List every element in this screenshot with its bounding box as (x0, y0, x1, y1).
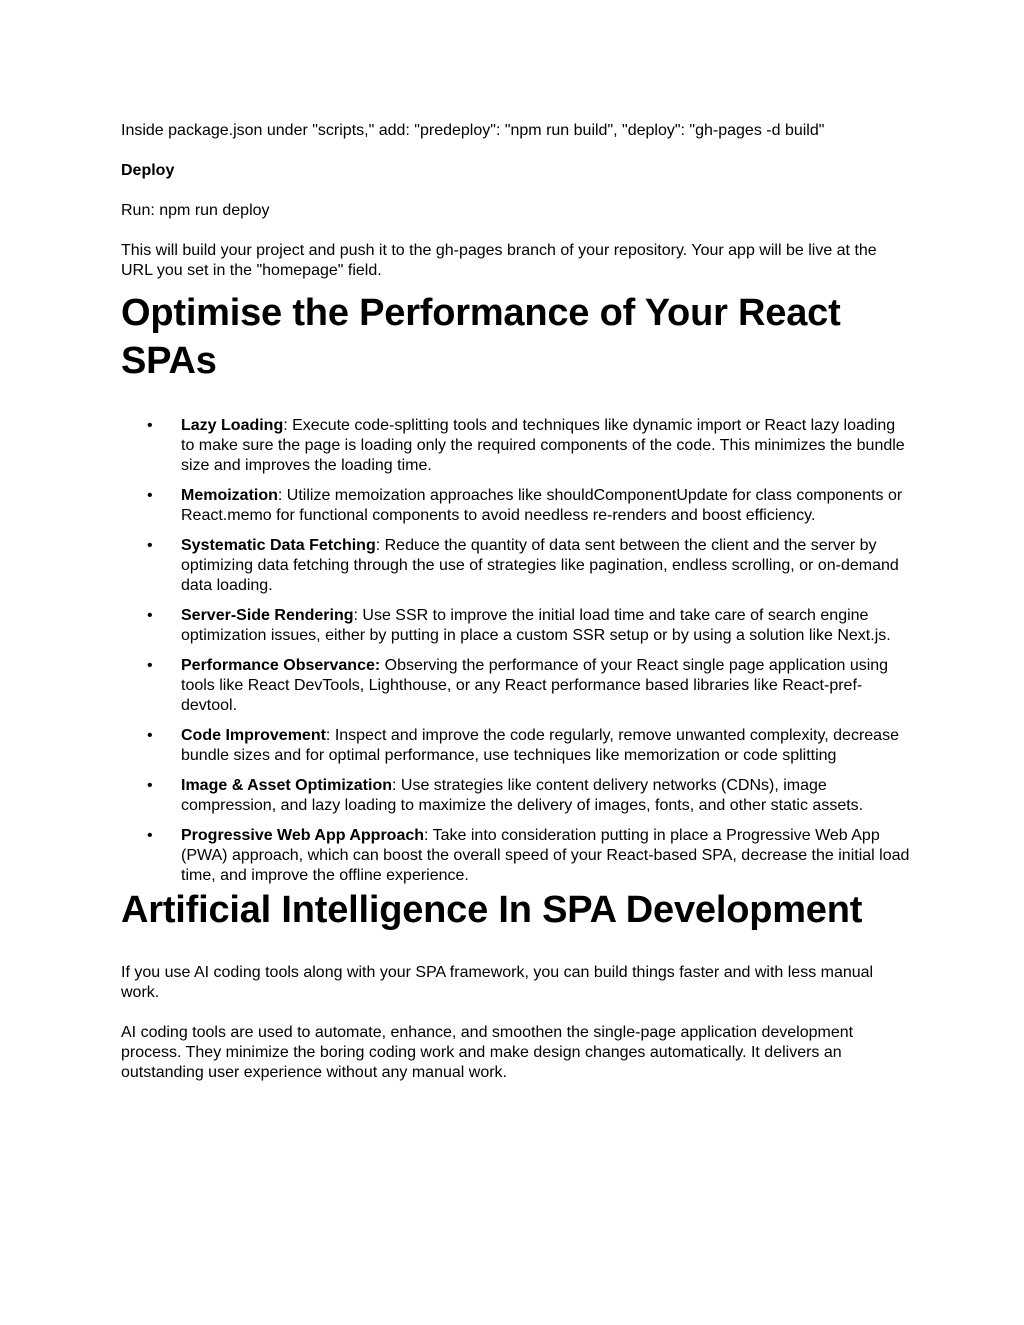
ai-paragraph-1: If you use AI coding tools along with your SPA framework, you can build things faster and with less manual work. (121, 964, 874, 1001)
item-text: Take into consideration putting in place a Progressive Web App (PWA) approach, which can boost the overall speed of your React-based SPA, decrease the initial load time, and improve the offline experience. (181, 827, 910, 884)
item-text: Use SSR to improve the initial load time and take care of search engine optimization issues, either by putting in place a custom SSR setup or by using a solution like Next.js. (181, 607, 891, 644)
package-json-instruction: Inside package.json under "scripts," add: "predeploy": "npm run build", "deploy": "gh-pages -d build" (121, 122, 825, 139)
item-text: Inspect and improve the code regularly, remove unwanted complexity, decrease bundle sizes and for optimal performance, use techniques like memorization or code splitting (181, 727, 899, 764)
item-separator: : (325, 727, 335, 744)
item-term: Image & Asset Optimization (181, 777, 392, 794)
item-separator: : (283, 417, 293, 434)
item-term: Performance Observance: (181, 657, 381, 674)
item-separator: : (353, 607, 363, 624)
performance-list (121, 416, 911, 886)
item-separator: : (424, 827, 433, 844)
item-text: Reduce the quantity of data sent between the client and the server by optimizing data fetching through the use of strategies like pagination, endless scrolling, or on-demand data loading. (181, 537, 899, 594)
list-item (121, 416, 911, 476)
item-text: Observing the performance of your React single page application using tools like React DevTools, Lighthouse, or any React performance based libraries like React-pref-devtool. (181, 657, 889, 714)
list-item (121, 776, 911, 816)
ai-paragraph-2: AI coding tools are used to automate, enhance, and smoothen the single-page application development process. They minimize the boring coding work and make design changes automatically. It delivers an outstanding user experience without any manual work. (121, 1024, 854, 1081)
item-term: Lazy Loading (181, 417, 284, 434)
item-term: Systematic Data Fetching (181, 537, 376, 554)
run-command: Run: npm run deploy (121, 202, 270, 219)
item-term: Code Improvement (181, 727, 326, 744)
list-item (121, 656, 911, 716)
section-heading-performance: Optimise the Performance of Your React SPAs (121, 292, 841, 382)
item-separator: : (375, 537, 385, 554)
item-separator: : (392, 777, 401, 794)
list-item (121, 486, 911, 526)
item-text: Execute code-splitting tools and techniques like dynamic import or React lazy loading to make sure the page is loading only the required components of the code. This minimizes the bundle size and improves the loading time. (181, 417, 905, 474)
list-item (121, 536, 911, 596)
item-text: Utilize memoization approaches like shouldComponentUpdate for class components or React.memo for functional components to avoid needless re-renders and boost efficiency. (181, 487, 903, 524)
item-text: Use strategies like content delivery networks (CDNs), image compression, and lazy loading to maximize the delivery of images, fonts, and other static assets. (181, 777, 864, 814)
deploy-description: This will build your project and push it to the gh-pages branch of your repository. Your app will be live at the URL you set in the "homepage" field. (121, 242, 877, 279)
section-heading-ai: Artificial Intelligence In SPA Development (121, 889, 863, 931)
list-item (121, 606, 911, 646)
item-term: Progressive Web App Approach (181, 827, 425, 844)
item-term: Server-Side Rendering (181, 607, 354, 624)
deploy-heading: Deploy (121, 162, 175, 179)
item-separator: : (277, 487, 287, 504)
list-item (121, 826, 911, 886)
list-item (121, 726, 911, 766)
item-term: Memoization (181, 487, 278, 504)
document-page (121, 121, 911, 1103)
